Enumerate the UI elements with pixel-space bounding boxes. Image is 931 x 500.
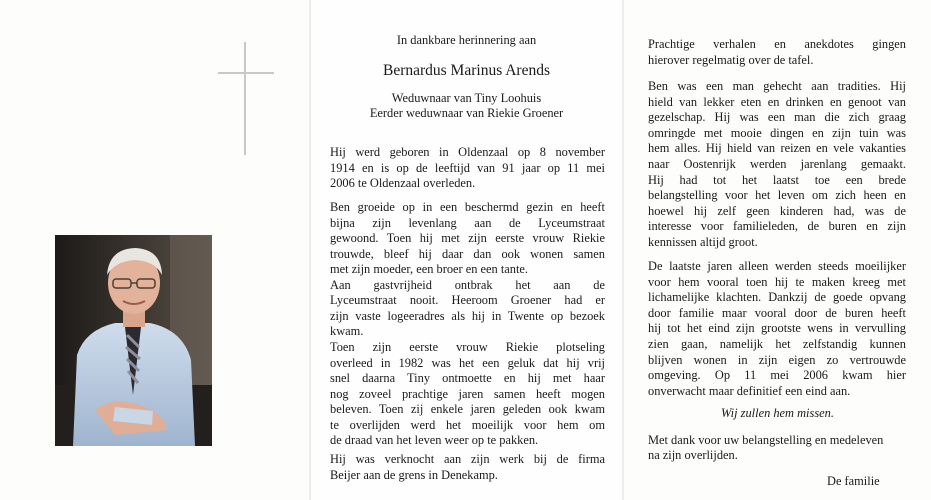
text-line: voor hem vooral toen hij te maken kreeg met: [648, 274, 906, 289]
text-line: Toen zijn eerste vrouw Riekie plotseling: [330, 339, 605, 354]
deceased-name: Bernardus Marinus Arends: [382, 62, 551, 79]
text-line: Hij werd geboren in Oldenzaal op 8 november: [330, 145, 605, 159]
text-line: Beijer aan de grens in Denekamp.: [330, 467, 498, 482]
text-line: overleed in 1982 was het een geluk dat hij vrij: [330, 355, 605, 370]
left-panel: [0, 0, 309, 500]
cross-icon: [244, 42, 246, 155]
text-line: omringde met mooie dingen en zijn tuin was: [648, 125, 906, 140]
text-line: beleven. Toen zij enkele jaren geleden ook kwam: [330, 402, 605, 417]
text-line: de draad van het leven weer op te pakken.: [330, 433, 539, 448]
text-line: naar Oostenrijk werden jarenlang gemaakt.: [648, 157, 906, 171]
text-line: zijn vaste logeeradres als hij in Twente op bezoek: [330, 308, 605, 323]
text-line: Hij had tot het laatst toe een brede: [648, 172, 906, 187]
text-line: lichamelijke klachten. Dankzij de goede opvang: [648, 290, 906, 305]
text-line: 2006 te Oldenzaal overleden.: [330, 176, 476, 191]
text-line: Lyceumstraat nooit. Heeroom Groener had er: [330, 293, 605, 308]
text-line: trouwde, bleef hij daar dan ook wonen samen: [330, 246, 605, 261]
memorial-intro: In dankbare herinnering aan: [396, 33, 537, 47]
text-line: Hij was verknocht aan zijn werk bij de firma: [330, 452, 605, 466]
text-line: 1914 en is op de leeftijd van 91 jaar op 11 mei: [330, 160, 605, 175]
text-line: hield van lekker eten en drinken en genoot van: [648, 94, 906, 109]
text-line: kennissen altijd groot.: [648, 235, 758, 249]
text-line: snel daarna Tiny ontmoette en hij met haar: [330, 371, 605, 386]
text-line: kwam.: [330, 324, 364, 339]
text-line: De laatste jaren alleen werden steeds moeilijker: [648, 259, 906, 273]
text-line: Aan gastvrijheid ontbrak het aan de: [330, 277, 605, 292]
text-line: te overlijden werd het moeilijk voor hem om: [330, 417, 605, 432]
text-line: gezelschap. Hij was een man die zich graag: [648, 110, 906, 125]
portrait-photo: [55, 235, 212, 446]
text-line: belangstelling voor het leven om zich heen en: [648, 188, 906, 203]
text-line: blijven wonen in zijn eigen zo vertrouwde: [648, 352, 906, 367]
text-line: bijna zijn levenlang aan de Lyceumstraat: [330, 215, 605, 230]
text-line: Ben was een man gehecht aan tradities. Hij: [648, 79, 906, 93]
text-line: hierover regelmatig over de tafel.: [648, 52, 814, 67]
text-line: met zijn moeder, een broer en een tante.: [330, 262, 529, 277]
text-line: hem alles. Hij hield van reizen en vele vakanties: [648, 141, 906, 156]
text-line: interesse voor familieleden, de buren en zijn: [648, 219, 906, 234]
former-widower-of: Eerder weduwnaar van Riekie Groener: [369, 106, 564, 120]
text-line: zien gaan, namelijk het zelfstandig kunnen: [648, 337, 906, 351]
text-line: nog zoveel prachtige jaren samen heeft mogen: [330, 386, 605, 401]
thanks-line: Met dank voor uw belangstelling en medeleven: [648, 433, 884, 447]
text-line: Prachtige verhalen en anekdotes gingen: [648, 37, 906, 51]
text-line: hij tot het eind zijn grootste wens in vervulling: [648, 321, 906, 336]
text-line: onverwacht maar definitief een eind aan.: [648, 383, 851, 398]
cross-icon-bar: [218, 72, 274, 74]
text-line: Ben groeide op in een beschermd gezin en heeft: [330, 200, 605, 214]
we-will-miss-him: Wij zullen hem missen.: [721, 406, 834, 420]
signature: De familie: [827, 474, 880, 488]
thanks-line: na zijn overlijden.: [648, 448, 738, 462]
widower-of: Weduwnaar van Tiny Loohuis: [391, 91, 542, 105]
text-line: gewoond. Toen hij met zijn eerste vrouw Riekie: [330, 231, 605, 246]
text-line: omgeving. Op 11 mei 2006 kwam hier: [648, 368, 906, 383]
text-line: door familie maar vooral door de buren heeft: [648, 305, 906, 320]
text-line: hoewel hij zelf geen kinderen had, was de: [648, 203, 906, 218]
